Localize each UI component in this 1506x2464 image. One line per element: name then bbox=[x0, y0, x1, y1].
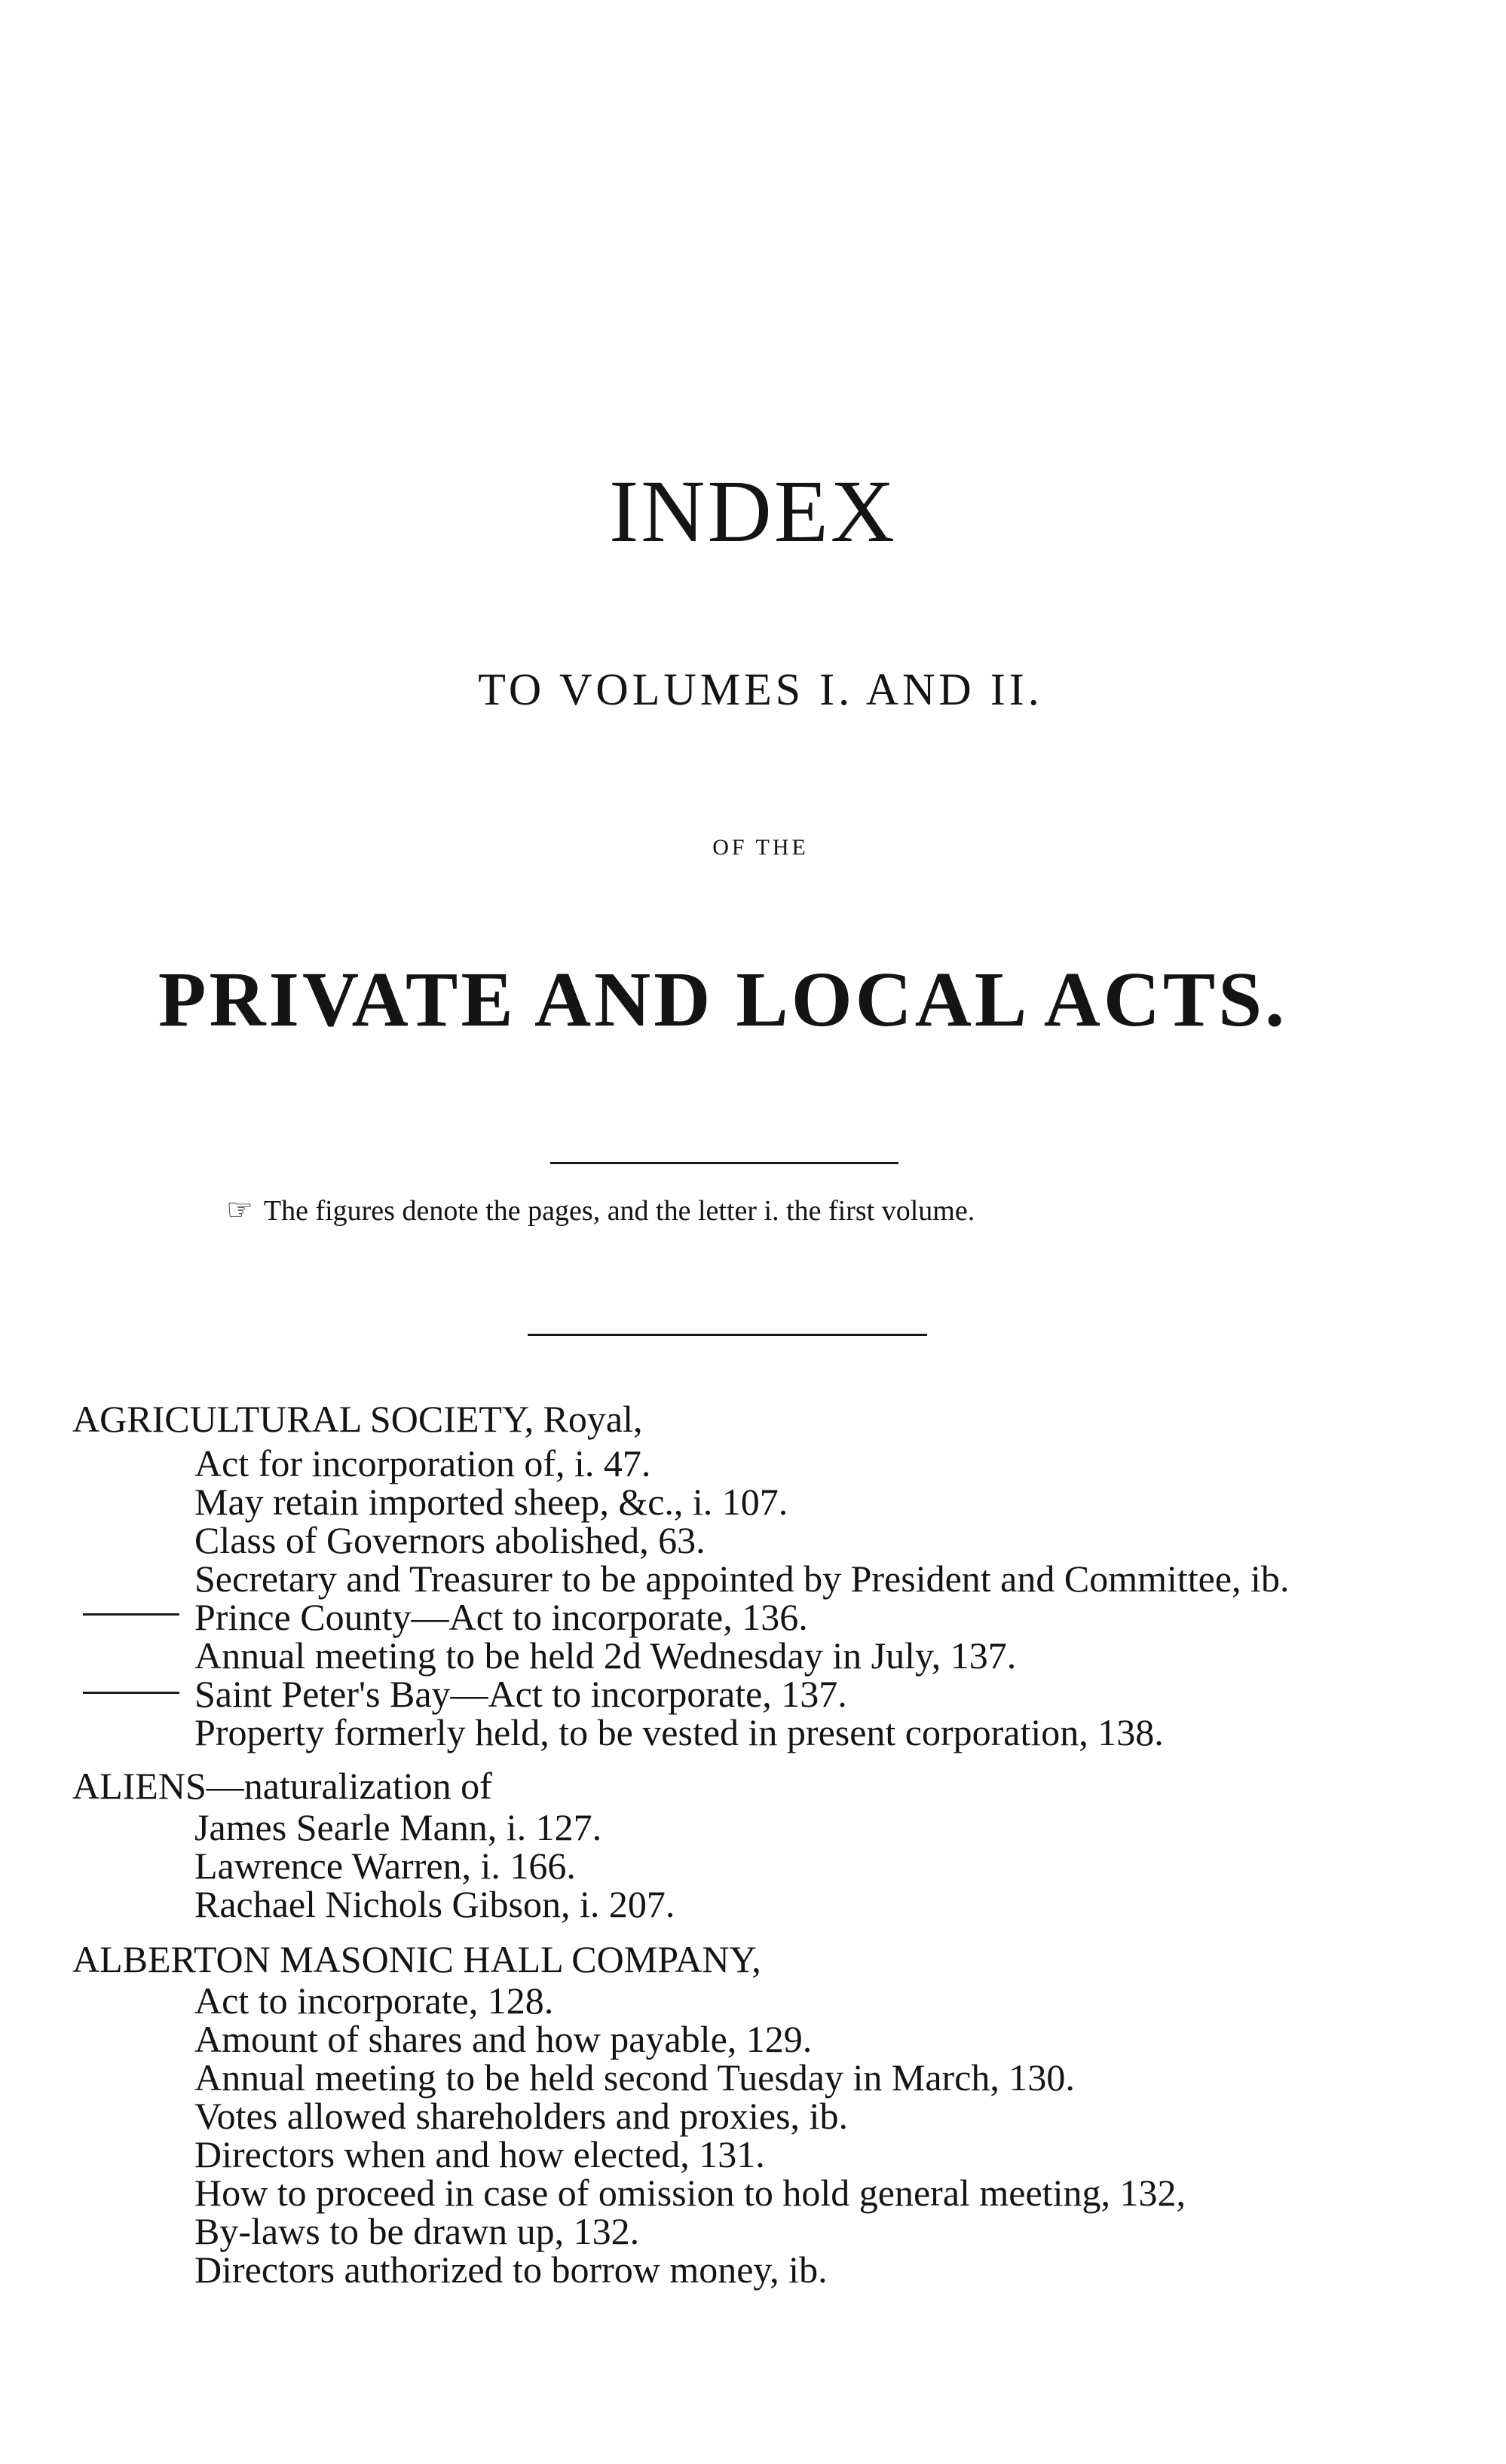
entry-item: Saint Peter's Bay—Act to incorporate, 137. bbox=[194, 1673, 847, 1715]
entry-item: Lawrence Warren, i. 166. bbox=[194, 1845, 576, 1887]
entry-heading-agricultural-society: AGRICULTURAL SOCIETY, Royal, bbox=[72, 1398, 643, 1440]
entry-item: James Searle Mann, i. 127. bbox=[194, 1806, 602, 1848]
entry-heading-alberton-masonic-hall: ALBERTON MASONIC HALL COMPANY, bbox=[72, 1938, 761, 1980]
top-divider bbox=[550, 1162, 898, 1164]
entry-item: May retain imported sheep, &c., i. 107. bbox=[194, 1481, 788, 1523]
entry-item: Prince County—Act to incorporate, 136. bbox=[194, 1596, 808, 1638]
acts-title: PRIVATE AND LOCAL ACTS. bbox=[158, 956, 1288, 1043]
entry-item: Secretary and Treasurer to be appointed by President and Committee, ib. bbox=[194, 1558, 1290, 1600]
index-note-text: The figures denote the pages, and the letter i. the first volume. bbox=[263, 1195, 975, 1227]
entry-item: How to proceed in case of omission to hold general meeting, 132, bbox=[194, 2172, 1186, 2214]
entry-item: Rachael Nichols Gibson, i. 207. bbox=[194, 1883, 675, 1925]
volumes-subtitle: TO VOLUMES I. AND II. bbox=[478, 665, 1043, 714]
entry-item: Directors when and how elected, 131. bbox=[194, 2133, 765, 2175]
entry-item: Class of Governors abolished, 63. bbox=[194, 1519, 706, 1561]
bottom-divider bbox=[528, 1334, 927, 1336]
entry-item: Votes allowed shareholders and proxies, ib. bbox=[194, 2095, 848, 2137]
of-the-label: OF THE bbox=[712, 835, 809, 860]
entry-item: Annual meeting to be held second Tuesday in March, 130. bbox=[194, 2056, 1075, 2099]
pointing-hand-icon: ☞ bbox=[226, 1193, 253, 1227]
entry-item: Amount of shares and how payable, 129. bbox=[194, 2018, 813, 2060]
entry-item: By-laws to be drawn up, 132. bbox=[194, 2210, 640, 2252]
ditto-dash bbox=[83, 1692, 179, 1694]
ditto-dash bbox=[83, 1613, 179, 1616]
entry-item: Act for incorporation of, i. 47. bbox=[194, 1442, 651, 1484]
entry-item: Act to incorporate, 128. bbox=[194, 1979, 554, 2022]
index-title: INDEX bbox=[608, 462, 898, 561]
entry-heading-aliens: ALIENS—naturalization of bbox=[72, 1765, 492, 1807]
entry-item: Directors authorized to borrow money, ib. bbox=[194, 2248, 828, 2291]
index-note bbox=[226, 1191, 975, 1230]
entry-item: Annual meeting to be held 2d Wednesday in July, 137. bbox=[194, 1634, 1017, 1677]
entry-item: Property formerly held, to be vested in present corporation, 138. bbox=[194, 1711, 1164, 1753]
